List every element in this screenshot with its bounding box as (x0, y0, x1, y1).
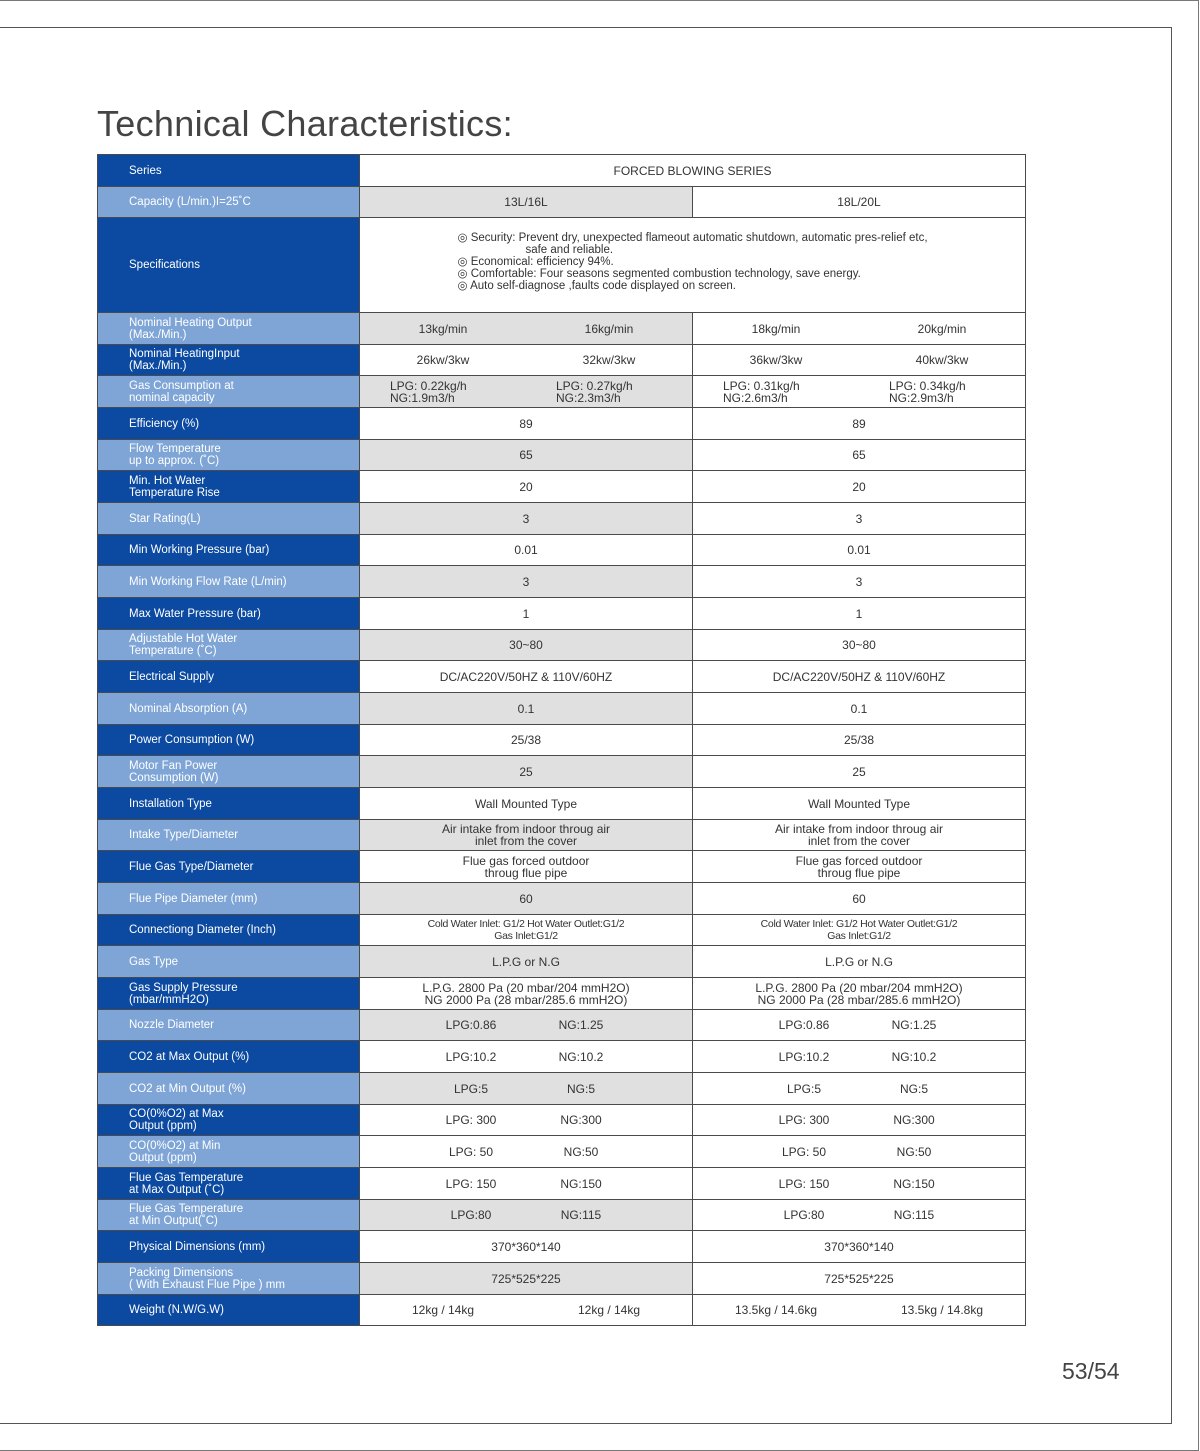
row-label: CO(0%O2) at Min Output (ppm) (98, 1136, 360, 1168)
row-label: Motor Fan Power Consumption (W) (98, 756, 360, 788)
row-label: Min. Hot Water Temperature Rise (98, 471, 360, 503)
row-label: Capacity (L/min.)I=25˚C (98, 187, 360, 218)
table-row: Connectiong Diameter (Inch) Cold Water Inlet: G1/2 Hot Water Outlet:G1/2 Gas Inlet:G1/2 Cold Water Inlet: G1/2 Hot Water Outlet:G1/2 Gas Inlet:G1/2 (98, 915, 1026, 946)
row-label: Nominal HeatingInput (Max./Min.) (98, 345, 360, 376)
row-label: Efficiency (%) (98, 408, 360, 440)
table-row: Gas Supply Pressure (mbar/mmH2O) L.P.G. 2800 Pa (20 mbar/204 mmH2O) NG 2000 Pa (28 mbar/285.6 mmH2O) L.P.G. 2800 Pa (20 mbar/204 mmH2O) NG 2000 Pa (28 mbar/285.6 mmH2O) (98, 978, 1026, 1010)
table-row: Flow Temperature up to approx. (˚C) 65 65 (98, 440, 1026, 471)
table-row: CO(0%O2) at Min Output (ppm) LPG: 50 NG:50 LPG: 50 NG:50 (98, 1136, 1026, 1168)
row-label: Gas Type (98, 946, 360, 978)
row-label: Power Consumption (W) (98, 725, 360, 756)
table-row: Power Consumption (W) 25/38 25/38 (98, 725, 1026, 756)
page-title: Technical Characteristics: (97, 103, 513, 144)
table-row: Max Water Pressure (bar) 1 1 (98, 598, 1026, 630)
table-row: Nominal HeatingInput (Max./Min.) 26kw/3kw 32kw/3kw 36kw/3kw 40kw/3kw (98, 345, 1026, 376)
row-label: CO2 at Min Output (%) (98, 1073, 360, 1105)
spec-line: ◎ Economical: efficiency 94%. (457, 256, 614, 268)
table-row: CO(0%O2) at Max Output (ppm) LPG: 300 NG:300 LPG: 300 NG:300 (98, 1105, 1026, 1136)
table-row: Min Working Flow Rate (L/min) 3 3 (98, 566, 1026, 598)
row-label: Min Working Flow Rate (L/min) (98, 566, 360, 598)
row-label: Max Water Pressure (bar) (98, 598, 360, 630)
row-label: Adjustable Hot Water Temperature (˚C) (98, 630, 360, 661)
table-row: Electrical Supply DC/AC220V/50HZ & 110V/60HZ DC/AC220V/50HZ & 110V/60HZ (98, 661, 1026, 693)
table-row: Nominal Heating Output (Max./Min.) 13kg/min 16kg/min 18kg/min 20kg/min (98, 313, 1026, 345)
spec-line: safe and reliable. (525, 244, 614, 256)
table-row: CO2 at Min Output (%) LPG:5 NG:5 LPG:5 NG:5 (98, 1073, 1026, 1105)
table-row: Star Rating(L) 3 3 (98, 503, 1026, 535)
table-row: Intake Type/Diameter Air intake from indoor throug air inlet from the cover Air intake from indoor throug air inlet from the cover (98, 820, 1026, 851)
spec-line: ◎ Comfortable: Four seasons segmented combustion technology, save energy. (457, 268, 861, 280)
table-row: Flue Gas Temperature at Max Output (˚C) LPG: 150 NG:150 LPG: 150 NG:150 (98, 1168, 1026, 1200)
table-row: Installation Type Wall Mounted Type Wall Mounted Type (98, 788, 1026, 820)
specifications-text (360, 218, 1026, 313)
capacity-right: 18L/20L (693, 187, 1026, 218)
table-row: Gas Type L.P.G or N.G L.P.G or N.G (98, 946, 1026, 978)
table-row: Flue Pipe Diameter (mm) 60 60 (98, 883, 1026, 915)
row-label: Specifications (98, 218, 360, 313)
row-label: Series (98, 155, 360, 187)
table-row (98, 155, 1026, 187)
capacity-left: 13L/16L (360, 187, 693, 218)
row-label: Electrical Supply (98, 661, 360, 693)
row-label: Connectiong Diameter (Inch) (98, 915, 360, 946)
row-label: Flue Gas Temperature at Min Output(˚C) (98, 1200, 360, 1231)
row-label: Weight (N.W/G.W) (98, 1295, 360, 1326)
table-row (98, 187, 1026, 218)
row-label: Flue Gas Type/Diameter (98, 851, 360, 883)
spec-line: ◎ Auto self-diagnose ,faults code displayed on screen. (457, 280, 737, 292)
row-label: Nominal Absorption (A) (98, 693, 360, 725)
series-value: FORCED BLOWING SERIES (360, 155, 1026, 187)
table-row: Packing Dimensions ( With Exhaust Flue Pipe ) mm 725*525*225 725*525*225 (98, 1263, 1026, 1295)
row-label: Gas Supply Pressure (mbar/mmH2O) (98, 978, 360, 1010)
table-row: Min. Hot Water Temperature Rise 20 20 (98, 471, 1026, 503)
row-label: Flow Temperature up to approx. (˚C) (98, 440, 360, 471)
row-label: Star Rating(L) (98, 503, 360, 535)
table-row: Physical Dimensions (mm) 370*360*140 370*360*140 (98, 1231, 1026, 1263)
table-row: Motor Fan Power Consumption (W) 25 25 (98, 756, 1026, 788)
row-label: Flue Pipe Diameter (mm) (98, 883, 360, 915)
table-row: CO2 at Max Output (%) LPG:10.2 NG:10.2 LPG:10.2 NG:10.2 (98, 1041, 1026, 1073)
table-row: Min Working Pressure (bar) 0.01 0.01 (98, 535, 1026, 566)
table-row: Gas Consumption at nominal capacity LPG: 0.22kg/h NG:1.9m3/h LPG: 0.27kg/h NG:2.3m3/h LPG: 0.31kg/h NG:2.6m3/h LPG: 0.34kg/h NG:2.9m3/h (98, 376, 1026, 408)
table-row (98, 218, 1026, 313)
table-row: Flue Gas Type/Diameter Flue gas forced outdoor throug flue pipe Flue gas forced outdoor throug flue pipe (98, 851, 1026, 883)
table-row: Nozzle Diameter LPG:0.86 NG:1.25 LPG:0.86 NG:1.25 (98, 1010, 1026, 1041)
row-label: CO2 at Max Output (%) (98, 1041, 360, 1073)
row-label: Nozzle Diameter (98, 1010, 360, 1041)
row-label: Nominal Heating Output (Max./Min.) (98, 313, 360, 345)
table-row: Adjustable Hot Water Temperature (˚C) 30~80 30~80 (98, 630, 1026, 661)
row-label: Physical Dimensions (mm) (98, 1231, 360, 1263)
row-label: Packing Dimensions ( With Exhaust Flue Pipe ) mm (98, 1263, 360, 1295)
table-row: Weight (N.W/G.W) 12kg / 14kg 12kg / 14kg 13.5kg / 14.6kg 13.5kg / 14.8kg (98, 1295, 1026, 1326)
spec-table (97, 154, 1026, 1326)
page-number: 53/54 (1062, 1358, 1120, 1384)
table-row: Efficiency (%) 89 89 (98, 408, 1026, 440)
table-row: Flue Gas Temperature at Min Output(˚C) LPG:80 NG:115 LPG:80 NG:115 (98, 1200, 1026, 1231)
row-label: Intake Type/Diameter (98, 820, 360, 851)
row-label: Flue Gas Temperature at Max Output (˚C) (98, 1168, 360, 1200)
row-label: CO(0%O2) at Max Output (ppm) (98, 1105, 360, 1136)
row-label: Min Working Pressure (bar) (98, 535, 360, 566)
row-label: Installation Type (98, 788, 360, 820)
table-row: Nominal Absorption (A) 0.1 0.1 (98, 693, 1026, 725)
spec-line: ◎ Security: Prevent dry, unexpected flameout automatic shutdown, automatic pres-relief etc, (457, 232, 928, 244)
row-label: Gas Consumption at nominal capacity (98, 376, 360, 408)
